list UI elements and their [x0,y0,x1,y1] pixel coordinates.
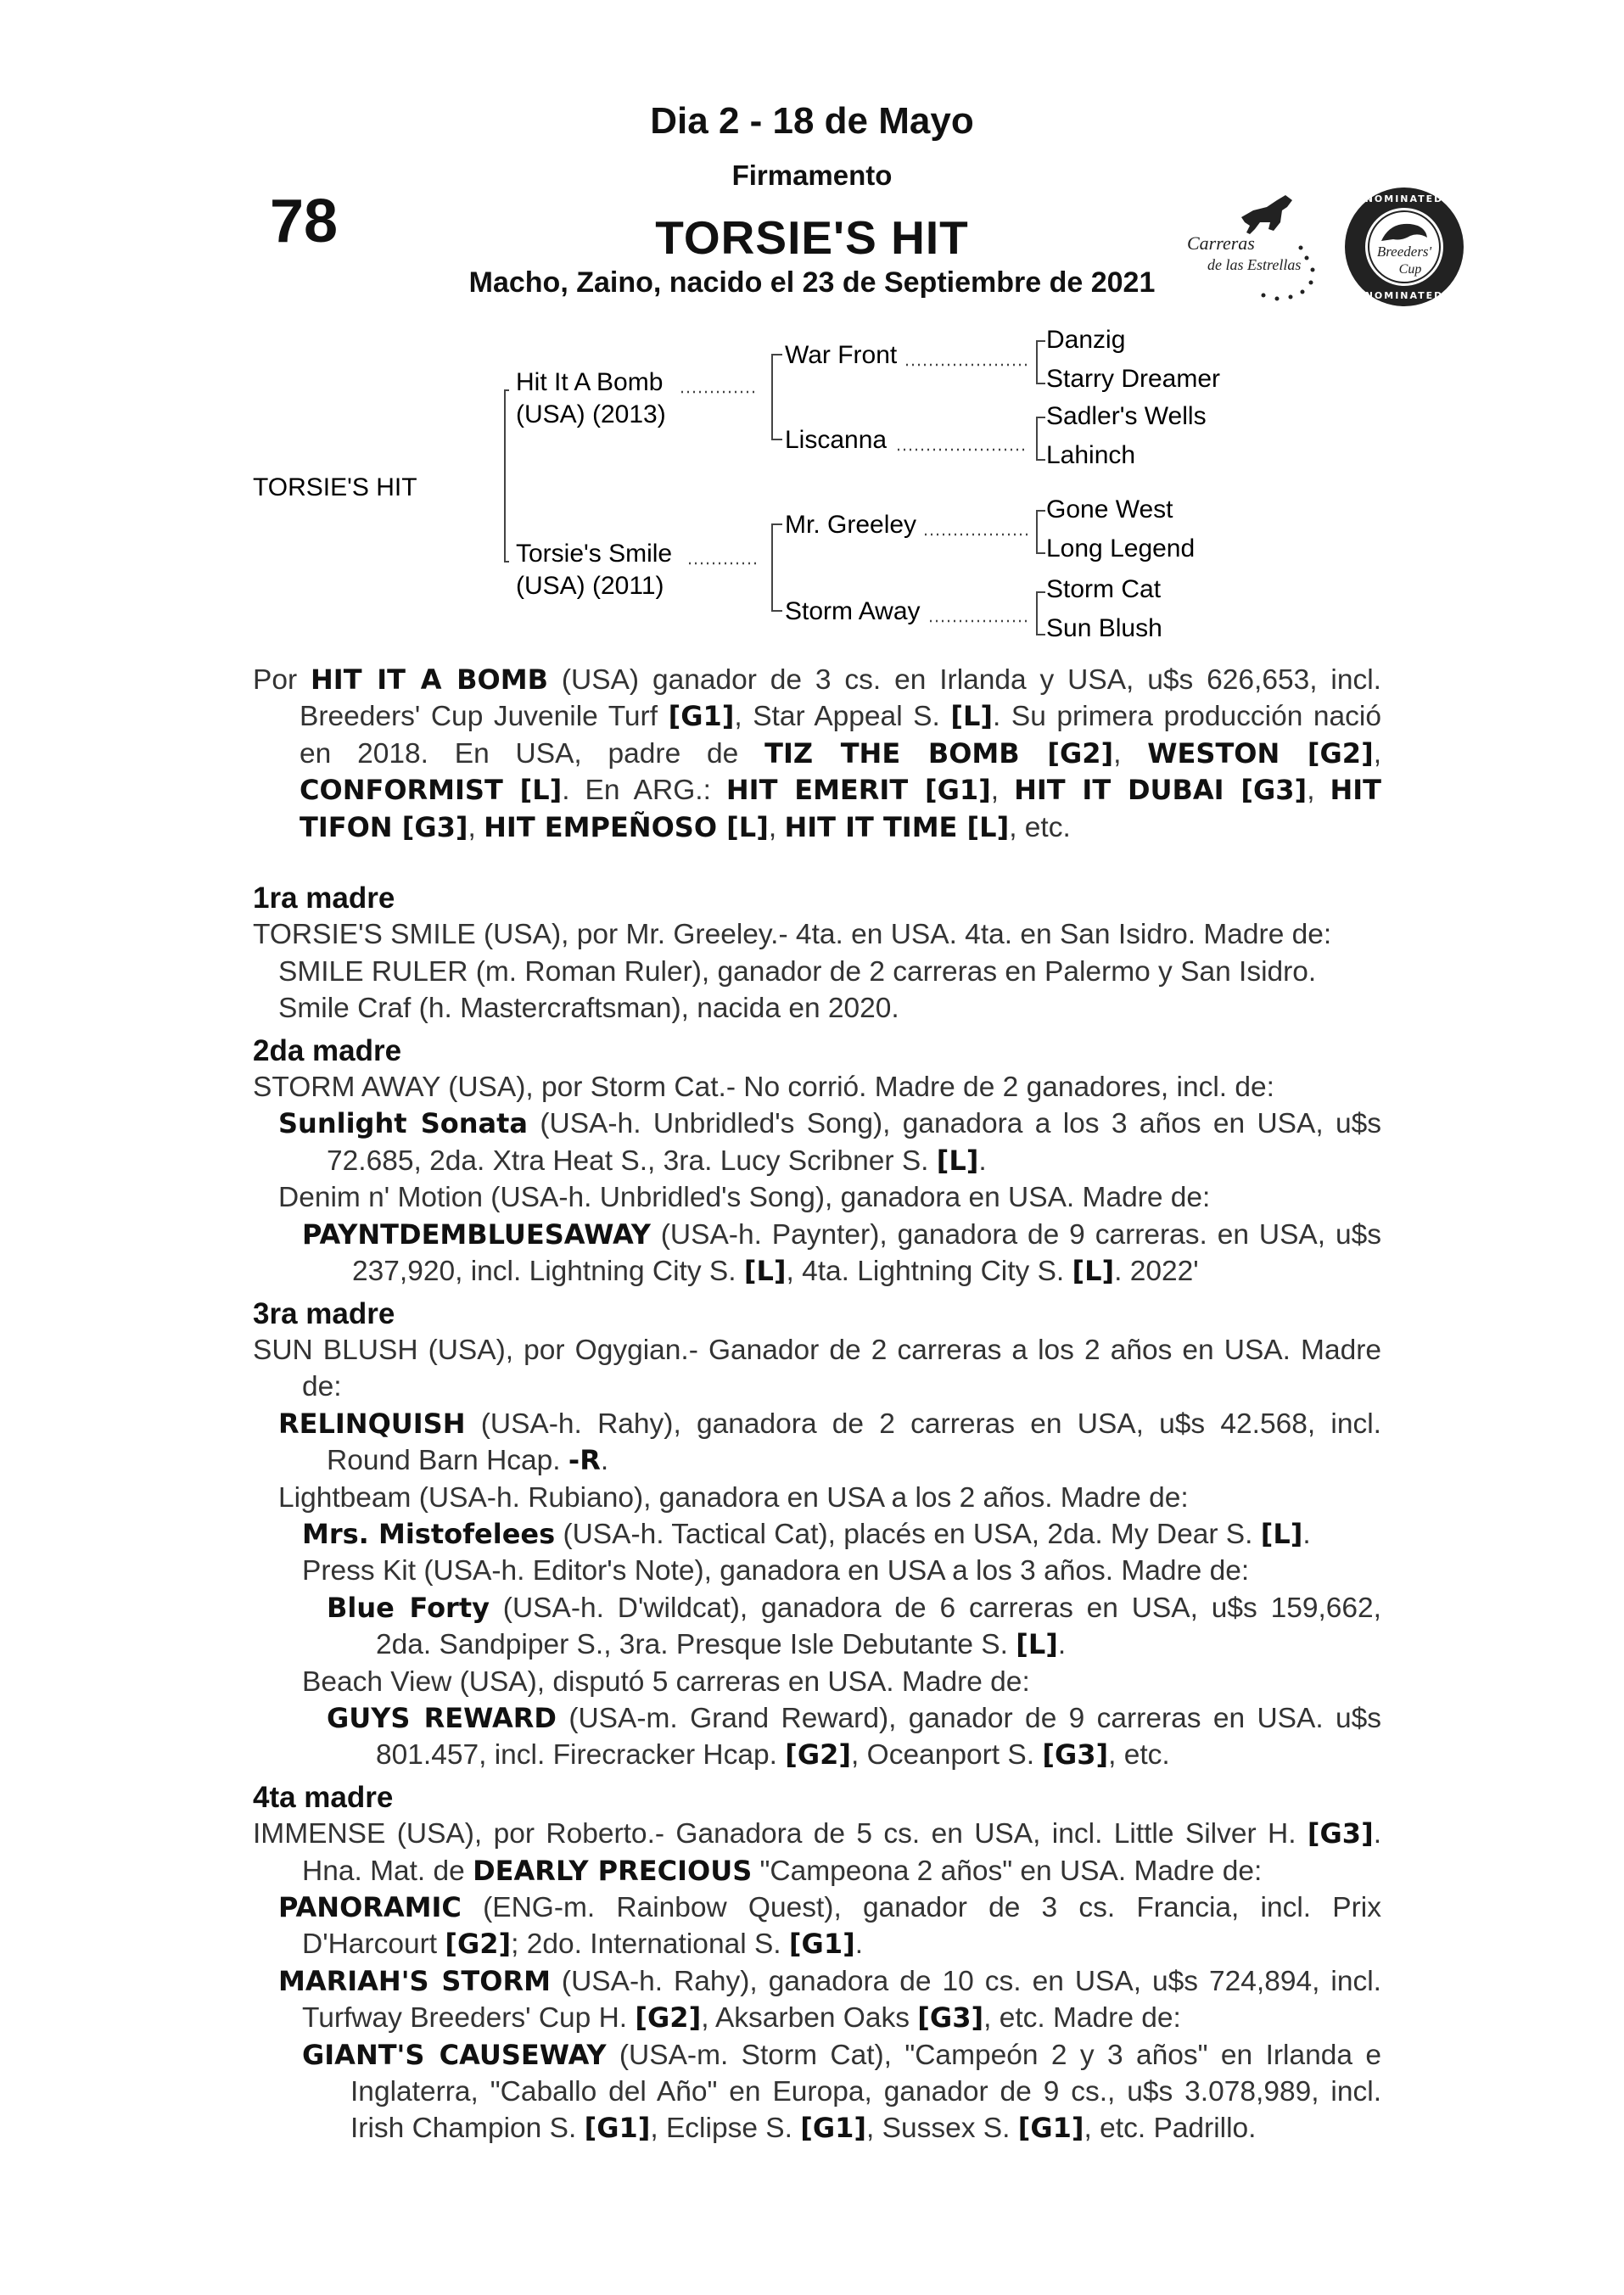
madre1-child-2: Smile Craf (h. Mastercraftsman), nacida en 2020. [278,993,899,1025]
madre4-intro: IMMENSE (USA), por Roberto.- Ganadora de 5 cs. en USA, incl. Little Silver H. [G3]. Hna. Mat. de DEARLY PRECIOUS "Campeona 2 años" en USA. Madre de: [253,1817,1381,1887]
carreras-line2: de las Estrellas [1207,256,1302,273]
heading-4ta-madre: 4ta madre [253,1780,394,1814]
madre3-press-kit: Press Kit (USA-h. Editor's Note), ganadora en USA a los 3 años. Madre de: [302,1555,1250,1587]
madre1-child-1: SMILE RULER (m. Roman Ruler), ganador de 2 carreras en Palermo y San Isidro. [278,955,1317,988]
madre3-intro: SUN BLUSH (USA), por Ogygian.- Ganador de 2 carreras a los 2 años en USA. Madre de: [253,1334,1381,1403]
catalogue-body [253,662,1381,2147]
heading-3ra-madre: 3ra madre [253,1296,395,1330]
pedigree-g3-5: Gone West [1046,495,1173,523]
heading-2da-madre: 2da madre [253,1033,402,1067]
pedigree-dam-origin: (USA) (2011) [516,572,664,600]
breeders-cup-nominated-seal [1342,185,1466,309]
pedigree-dam: Torsie's Smile [516,540,673,568]
sire-paragraph: Por HIT IT A BOMB (USA) ganador de 3 cs. en Irlanda y USA, u$s 626,653, incl. Breeders' Cup Juvenile Turf [G1], Star Appeal S. [L]. Su primera producción nació en 2018. En USA, padre de TIZ THE BOMB [G2], WESTON [G2], CONFORMIST [L]. En ARG.: HIT EMERIT [G1], HIT IT DUBAI [G3], HIT TIFON [G3], HIT EMPEÑOSO [L], HIT IT TIME [L], etc. [253,663,1382,843]
pedigree-sire-dam: Liscanna [785,426,888,454]
madre1-intro: TORSIE'S SMILE (USA), por Mr. Greeley.- 4ta. en USA. 4ta. en San Isidro. Madre de: [253,919,1332,951]
madre3-blue-forty: Blue Forty (USA-h. D'wildcat), ganadora de 6 carreras en USA, u$s 159,662, 2da. Sandpiper S., 3ra. Presque Isle Debutante S. [L]. [327,1591,1381,1661]
madre3-relinquish: RELINQUISH (USA-h. Rahy), ganadora de 2 carreras en USA, u$s 42.568, incl. Round Barn Hcap. -R. [278,1407,1381,1477]
pedigree-dam-sire: Mr. Greeley [785,511,917,539]
nominated-bottom: NOMINATED [1364,290,1444,301]
pedigree-chart [0,314,1624,653]
pedigree-g3-7: Storm Cat [1046,575,1162,603]
pedigree-g3-3: Sadler's Wells [1046,402,1207,430]
madre2-payntdembluesaway: PAYNTDEMBLUESAWAY (USA-h. Paynter), ganadora de 9 carreras. en USA, u$s 237,920, incl. Lightning City S. [L], 4ta. Lightning City S. [L]. 2022' [302,1217,1381,1288]
madre2-sunlight-sonata: Sunlight Sonata (USA-h. Unbridled's Song), ganadora a los 3 años en USA, u$s 72.685, 2da. Xtra Heat S., 3ra. Lucy Scribner S. [L]. [278,1107,1382,1177]
madre4-mariahs-storm: MARIAH'S STORM (USA-h. Rahy), ganadora de 10 cs. en USA, u$s 724,894, incl. Turfway Breeders' Cup H. [G2], Aksarben Oaks [G3], etc. Madre de: [278,1964,1381,2035]
nominated-top: NOMINATED [1364,193,1444,204]
pedigree-g3-2: Starry Dreamer [1046,365,1221,393]
pedigree-sire: Hit It A Bomb [516,368,664,396]
madre3-beach-view: Beach View (USA), disputó 5 carreras en USA. Madre de: [302,1665,1030,1698]
pedigree-g3-8: Sun Blush [1046,614,1162,642]
pedigree-dam-dam: Storm Away [785,597,921,625]
heading-1ra-madre: 1ra madre [253,882,395,915]
pedigree-sire-sire: War Front [785,341,898,369]
madre3-guys-reward: GUYS REWARD (USA-m. Grand Reward), ganador de 9 carreras en USA. u$s 801.457, incl. Firecracker Hcap. [G2], Oceanport S. [G3], etc. [327,1701,1381,1772]
madre2-intro: STORM AWAY (USA), por Storm Cat.- No corrió. Madre de 2 ganadores, incl. de: [253,1072,1274,1104]
pedigree-sire-origin: (USA) (2013) [516,400,666,428]
sale-day: Dia 2 - 18 de Mayo [650,100,974,142]
pedigree-g3-4: Lahinch [1046,441,1136,469]
carreras-de-las-estrellas-logo [1175,185,1328,308]
horse-name: TORSIE'S HIT [655,211,969,264]
madre3-lightbeam: Lightbeam (USA-h. Rubiano), ganadora en USA a los 2 años. Madre de: [278,1481,1189,1514]
pedigree-g3-6: Long Legend [1046,535,1196,563]
pedigree-subject: TORSIE'S HIT [253,473,417,501]
breeders-line2: Cup [1398,262,1422,277]
madre4-giants-causeway: GIANT'S CAUSEWAY (USA-m. Storm Cat), "Campeón 2 y 3 años" en Irlanda e Inglaterra, "Caballo del Año" en Europa, ganador de 9 cs., u$s 3.078,989, incl. Irish Champion S. [G1], Eclipse S. [G1], Sussex S. [G1], etc. Padrillo. [302,2038,1382,2145]
pedigree-g3-1: Danzig [1046,326,1126,354]
breeders-line1: Breeders' [1376,243,1432,260]
madre3-mrs-mistofelees: Mrs. Mistofelees (USA-h. Tactical Cat), placés en USA, 2da. My Dear S. [L]. [302,1517,1311,1550]
madre4-panoramic: PANORAMIC (ENG-m. Rainbow Quest), ganador de 3 cs. Francia, incl. Prix D'Harcourt [G2]; 2do. International S. [G1]. [278,1891,1381,1961]
lot-number: 78 [270,188,339,255]
carreras-line1: Carreras [1187,232,1255,254]
horse-description: Macho, Zaino, nacido el 23 de Septiembre de 2021 [468,266,1156,299]
madre2-denim: Denim n' Motion (USA-h. Unbridled's Song), ganadora en USA. Madre de: [278,1182,1211,1214]
stake-name: Firmamento [731,160,893,191]
